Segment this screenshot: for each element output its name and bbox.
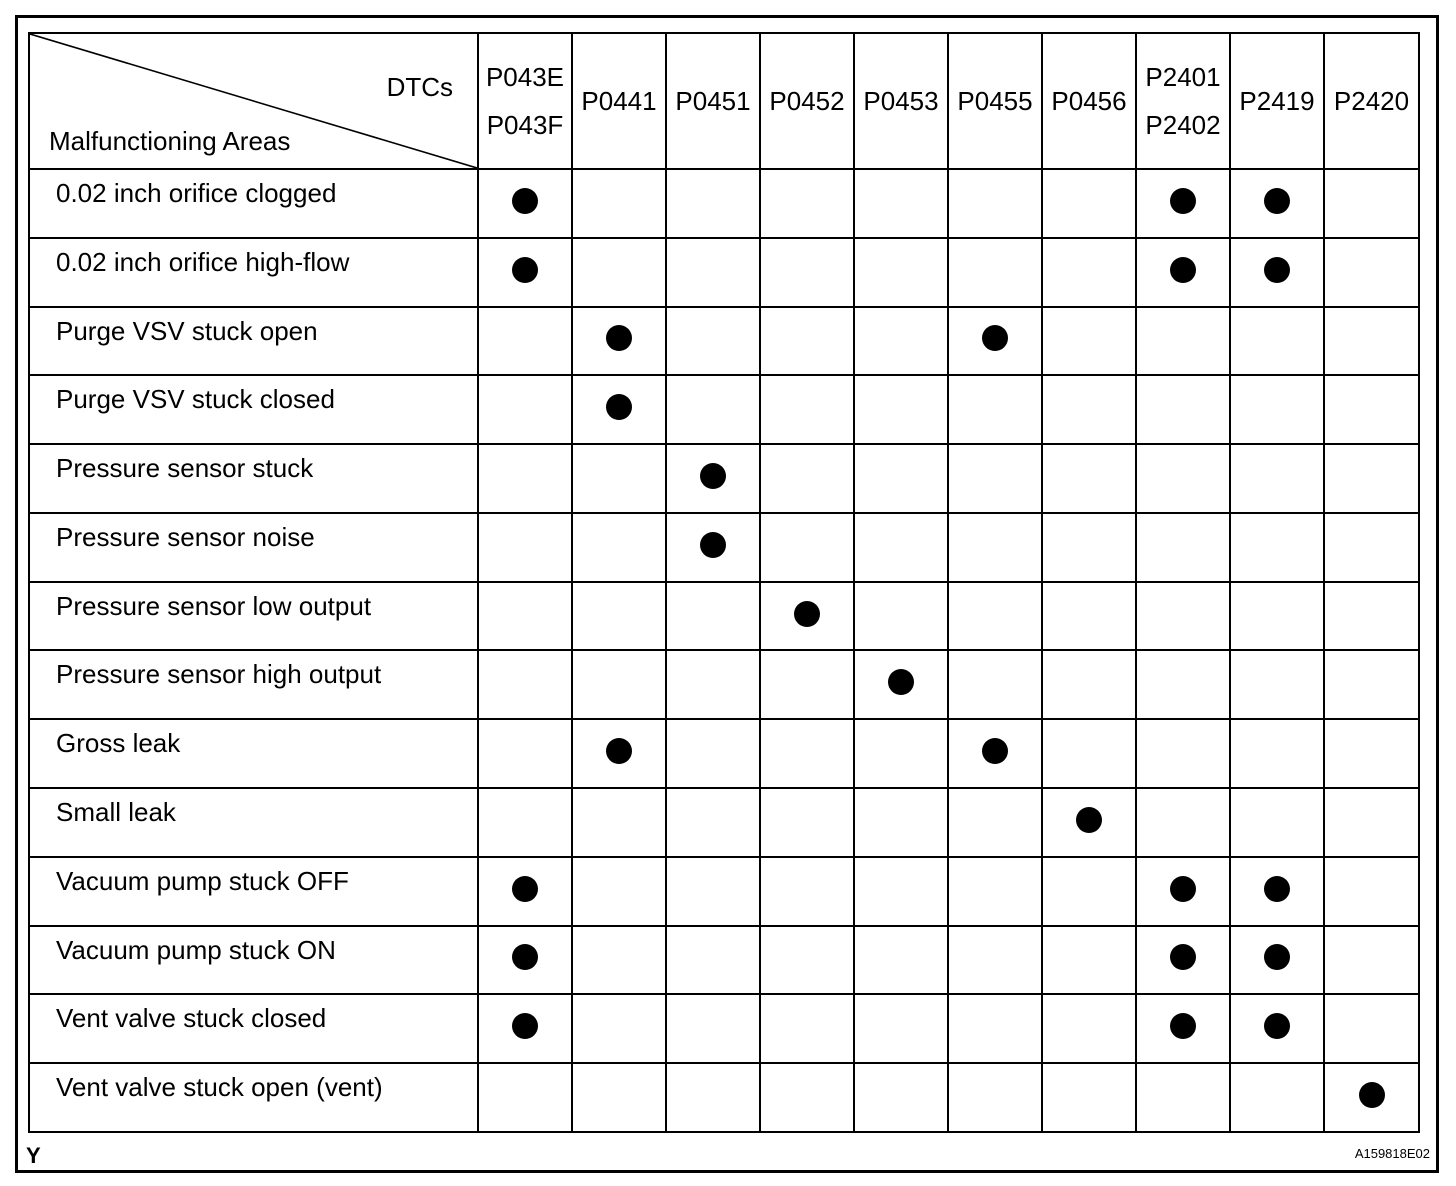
malfunction-area-label: Pressure sensor low output xyxy=(29,582,478,651)
matrix-cell xyxy=(1230,169,1324,238)
matrix-cell xyxy=(1042,513,1136,582)
matrix-cell xyxy=(572,169,666,238)
matrix-cell xyxy=(1042,719,1136,788)
table-row xyxy=(29,444,1419,513)
matrix-cell xyxy=(478,1063,572,1132)
malfunction-area-label: Vacuum pump stuck ON xyxy=(29,926,478,995)
matrix-cell xyxy=(948,375,1042,444)
matrix-cell xyxy=(760,513,854,582)
matrix-cell xyxy=(1324,788,1419,857)
matrix-cell xyxy=(1230,1063,1324,1132)
matrix-cell xyxy=(760,375,854,444)
applicable-dot-icon xyxy=(1170,188,1196,214)
matrix-cell xyxy=(1136,857,1230,926)
matrix-cell xyxy=(854,719,948,788)
matrix-cell xyxy=(760,926,854,995)
matrix-cell xyxy=(572,238,666,307)
malfunction-area-label: Small leak xyxy=(29,788,478,857)
dtc-column-header xyxy=(1136,33,1230,169)
matrix-cell xyxy=(1042,375,1136,444)
matrix-cell xyxy=(854,857,948,926)
matrix-cell xyxy=(666,788,760,857)
matrix-cell xyxy=(948,857,1042,926)
matrix-cell xyxy=(478,307,572,376)
matrix-cell xyxy=(760,444,854,513)
matrix-cell xyxy=(1136,1063,1230,1132)
dtc-malfunction-matrix xyxy=(28,32,1420,1133)
matrix-cell xyxy=(1042,582,1136,651)
applicable-dot-icon xyxy=(1170,1013,1196,1039)
applicable-dot-icon xyxy=(1170,257,1196,283)
table-row xyxy=(29,307,1419,376)
matrix-cell xyxy=(478,788,572,857)
matrix-cell xyxy=(1042,307,1136,376)
applicable-dot-icon xyxy=(512,257,538,283)
matrix-cell xyxy=(1324,444,1419,513)
applicable-dot-icon xyxy=(1359,1082,1385,1108)
applicable-dot-icon xyxy=(512,188,538,214)
applicable-dot-icon xyxy=(700,532,726,558)
dtc-column-header xyxy=(478,33,572,169)
matrix-cell xyxy=(1230,238,1324,307)
figure-id: A159818E02 xyxy=(1354,1146,1430,1161)
matrix-cell xyxy=(948,582,1042,651)
matrix-cell xyxy=(1042,650,1136,719)
matrix-cell xyxy=(1230,650,1324,719)
table-row xyxy=(29,513,1419,582)
dtc-code: P2420 xyxy=(1333,86,1410,116)
applicable-dot-icon xyxy=(512,1013,538,1039)
applicable-dot-icon xyxy=(1264,188,1290,214)
malfunction-area-label: Pressure sensor high output xyxy=(29,650,478,719)
dtc-column-header xyxy=(948,33,1042,169)
matrix-cell xyxy=(760,1063,854,1132)
matrix-cell xyxy=(478,375,572,444)
matrix-cell xyxy=(572,582,666,651)
matrix-cell xyxy=(1230,857,1324,926)
matrix-cell xyxy=(948,444,1042,513)
matrix-cell xyxy=(948,238,1042,307)
malfunction-area-label: Purge VSV stuck open xyxy=(29,307,478,376)
applicable-dot-icon xyxy=(1170,944,1196,970)
matrix-cell xyxy=(666,375,760,444)
matrix-cell xyxy=(854,650,948,719)
table-row xyxy=(29,857,1419,926)
applicable-dot-icon xyxy=(606,738,632,764)
matrix-cell xyxy=(854,1063,948,1132)
matrix-cell xyxy=(666,513,760,582)
matrix-cell xyxy=(1230,582,1324,651)
dtc-column-header xyxy=(572,33,666,169)
applicable-dot-icon xyxy=(700,463,726,489)
matrix-cell xyxy=(948,1063,1042,1132)
matrix-cell xyxy=(1324,994,1419,1063)
matrix-cell xyxy=(1230,788,1324,857)
matrix-cell xyxy=(478,650,572,719)
matrix-cell xyxy=(1042,788,1136,857)
dtc-column-header xyxy=(1324,33,1419,169)
applicable-dot-icon xyxy=(512,876,538,902)
matrix-cell xyxy=(572,307,666,376)
applicable-dot-icon xyxy=(982,325,1008,351)
corner-cell xyxy=(29,33,478,169)
matrix-cell xyxy=(666,307,760,376)
matrix-cell xyxy=(1324,375,1419,444)
matrix-cell xyxy=(478,444,572,513)
matrix-cell xyxy=(666,238,760,307)
malfunctioning-areas-label: Malfunctioning Areas xyxy=(49,126,291,156)
malfunction-area-label: Purge VSV stuck closed xyxy=(29,375,478,444)
table-row xyxy=(29,169,1419,238)
matrix-cell xyxy=(572,719,666,788)
matrix-cell xyxy=(572,1063,666,1132)
dtc-column-header xyxy=(666,33,760,169)
matrix-cell xyxy=(1230,307,1324,376)
matrix-cell xyxy=(1136,375,1230,444)
matrix-cell xyxy=(572,650,666,719)
matrix-cell xyxy=(1324,169,1419,238)
matrix-cell xyxy=(572,994,666,1063)
matrix-cell xyxy=(948,926,1042,995)
table-row xyxy=(29,375,1419,444)
matrix-cell xyxy=(1230,375,1324,444)
malfunction-area-label: Pressure sensor stuck xyxy=(29,444,478,513)
matrix-cell xyxy=(478,582,572,651)
matrix-cell xyxy=(666,994,760,1063)
matrix-cell xyxy=(666,1063,760,1132)
matrix-cell xyxy=(666,650,760,719)
matrix-cell xyxy=(1136,238,1230,307)
applicable-dot-icon xyxy=(1264,876,1290,902)
applicable-dot-icon xyxy=(1264,944,1290,970)
matrix-cell xyxy=(666,169,760,238)
matrix-cell xyxy=(1136,650,1230,719)
matrix-cell xyxy=(1136,582,1230,651)
malfunction-area-label: Vent valve stuck open (vent) xyxy=(29,1063,478,1132)
matrix-cell xyxy=(1136,307,1230,376)
table-row xyxy=(29,788,1419,857)
matrix-cell xyxy=(1136,926,1230,995)
malfunction-area-label: Vent valve stuck closed xyxy=(29,994,478,1063)
matrix-cell xyxy=(854,169,948,238)
matrix-cell xyxy=(1042,926,1136,995)
matrix-cell xyxy=(1136,444,1230,513)
matrix-cell xyxy=(1230,444,1324,513)
matrix-cell xyxy=(478,169,572,238)
matrix-cell xyxy=(572,926,666,995)
corner-letter: Y xyxy=(26,1143,41,1168)
matrix-cell xyxy=(1042,238,1136,307)
matrix-cell xyxy=(854,926,948,995)
dtc-code: P0452 xyxy=(769,86,845,116)
matrix-cell xyxy=(760,857,854,926)
malfunction-area-label: Gross leak xyxy=(29,719,478,788)
matrix-cell xyxy=(854,788,948,857)
table-row xyxy=(29,926,1419,995)
matrix-cell xyxy=(666,582,760,651)
matrix-cell xyxy=(1136,788,1230,857)
matrix-cell xyxy=(666,857,760,926)
matrix-cell xyxy=(854,513,948,582)
matrix-cell xyxy=(760,788,854,857)
matrix-cell xyxy=(948,169,1042,238)
matrix-cell xyxy=(478,719,572,788)
matrix-cell xyxy=(1230,994,1324,1063)
applicable-dot-icon xyxy=(512,944,538,970)
dtcs-label: DTCs xyxy=(386,72,453,102)
header-row xyxy=(29,33,1419,169)
matrix-cell xyxy=(854,307,948,376)
table-row xyxy=(29,1063,1419,1132)
applicable-dot-icon xyxy=(888,669,914,695)
malfunction-area-label: Pressure sensor noise xyxy=(29,513,478,582)
dtc-column-header xyxy=(760,33,854,169)
matrix-cell xyxy=(478,926,572,995)
matrix-cell xyxy=(1136,994,1230,1063)
dtc-code: P0441 xyxy=(581,86,657,116)
matrix-body xyxy=(29,169,1419,1132)
matrix-cell xyxy=(1042,169,1136,238)
applicable-dot-icon xyxy=(794,601,820,627)
matrix-cell xyxy=(1136,513,1230,582)
table-row xyxy=(29,719,1419,788)
matrix-cell xyxy=(666,444,760,513)
dtc-code: P2402 xyxy=(1145,110,1221,140)
applicable-dot-icon xyxy=(1076,807,1102,833)
applicable-dot-icon xyxy=(1264,1013,1290,1039)
dtc-column-header xyxy=(1042,33,1136,169)
matrix-cell xyxy=(1324,857,1419,926)
matrix-cell xyxy=(666,926,760,995)
dtc-code: P0451 xyxy=(675,86,751,116)
table-row xyxy=(29,582,1419,651)
matrix-cell xyxy=(1324,719,1419,788)
matrix-cell xyxy=(1324,926,1419,995)
applicable-dot-icon xyxy=(1170,876,1196,902)
matrix-cell xyxy=(1136,169,1230,238)
dtc-code: P043E xyxy=(485,62,565,92)
matrix-cell xyxy=(478,513,572,582)
malfunction-area-label: 0.02 inch orifice high-flow xyxy=(29,238,478,307)
dtc-code: P2419 xyxy=(1239,86,1315,116)
dtc-code: P2401 xyxy=(1145,62,1221,92)
dtc-column-header xyxy=(854,33,948,169)
matrix-cell xyxy=(1042,857,1136,926)
applicable-dot-icon xyxy=(1264,257,1290,283)
dtc-column-header xyxy=(1230,33,1324,169)
matrix-cell xyxy=(854,375,948,444)
matrix-cell xyxy=(1324,513,1419,582)
matrix-cell xyxy=(948,513,1042,582)
matrix-cell xyxy=(572,375,666,444)
matrix-cell xyxy=(572,788,666,857)
matrix-cell xyxy=(1324,238,1419,307)
malfunction-area-label: Vacuum pump stuck OFF xyxy=(29,857,478,926)
matrix-cell xyxy=(854,582,948,651)
matrix-cell xyxy=(1042,444,1136,513)
table-row xyxy=(29,994,1419,1063)
matrix-cell xyxy=(948,788,1042,857)
table-row xyxy=(29,650,1419,719)
matrix-cell xyxy=(1042,1063,1136,1132)
matrix-cell xyxy=(948,719,1042,788)
dtc-code: P0453 xyxy=(863,86,939,116)
matrix-cell xyxy=(1230,719,1324,788)
matrix-cell xyxy=(572,513,666,582)
matrix-cell xyxy=(478,238,572,307)
matrix-cell xyxy=(760,169,854,238)
matrix-cell xyxy=(854,444,948,513)
dtc-code: P0456 xyxy=(1051,86,1127,116)
matrix-cell xyxy=(478,994,572,1063)
matrix-cell xyxy=(854,994,948,1063)
dtc-code: P0455 xyxy=(957,86,1033,116)
matrix-cell xyxy=(948,650,1042,719)
applicable-dot-icon xyxy=(606,394,632,420)
matrix-cell xyxy=(1324,650,1419,719)
matrix-cell xyxy=(1230,926,1324,995)
matrix-cell xyxy=(760,582,854,651)
applicable-dot-icon xyxy=(982,738,1008,764)
matrix-cell xyxy=(854,238,948,307)
matrix-cell xyxy=(478,857,572,926)
table-row xyxy=(29,238,1419,307)
matrix-cell xyxy=(1230,513,1324,582)
matrix-cell xyxy=(760,238,854,307)
matrix-cell xyxy=(666,719,760,788)
matrix-cell xyxy=(1136,719,1230,788)
matrix-cell xyxy=(760,307,854,376)
applicable-dot-icon xyxy=(606,325,632,351)
matrix-cell xyxy=(760,994,854,1063)
matrix-cell xyxy=(1324,1063,1419,1132)
matrix-cell xyxy=(948,307,1042,376)
dtc-code: P043F xyxy=(486,110,564,140)
matrix-cell xyxy=(1324,582,1419,651)
matrix-cell xyxy=(948,994,1042,1063)
matrix-cell xyxy=(1042,994,1136,1063)
malfunction-area-label: 0.02 inch orifice clogged xyxy=(29,169,478,238)
matrix-cell xyxy=(572,444,666,513)
matrix-cell xyxy=(1324,307,1419,376)
matrix-cell xyxy=(760,650,854,719)
matrix-cell xyxy=(572,857,666,926)
matrix-cell xyxy=(760,719,854,788)
